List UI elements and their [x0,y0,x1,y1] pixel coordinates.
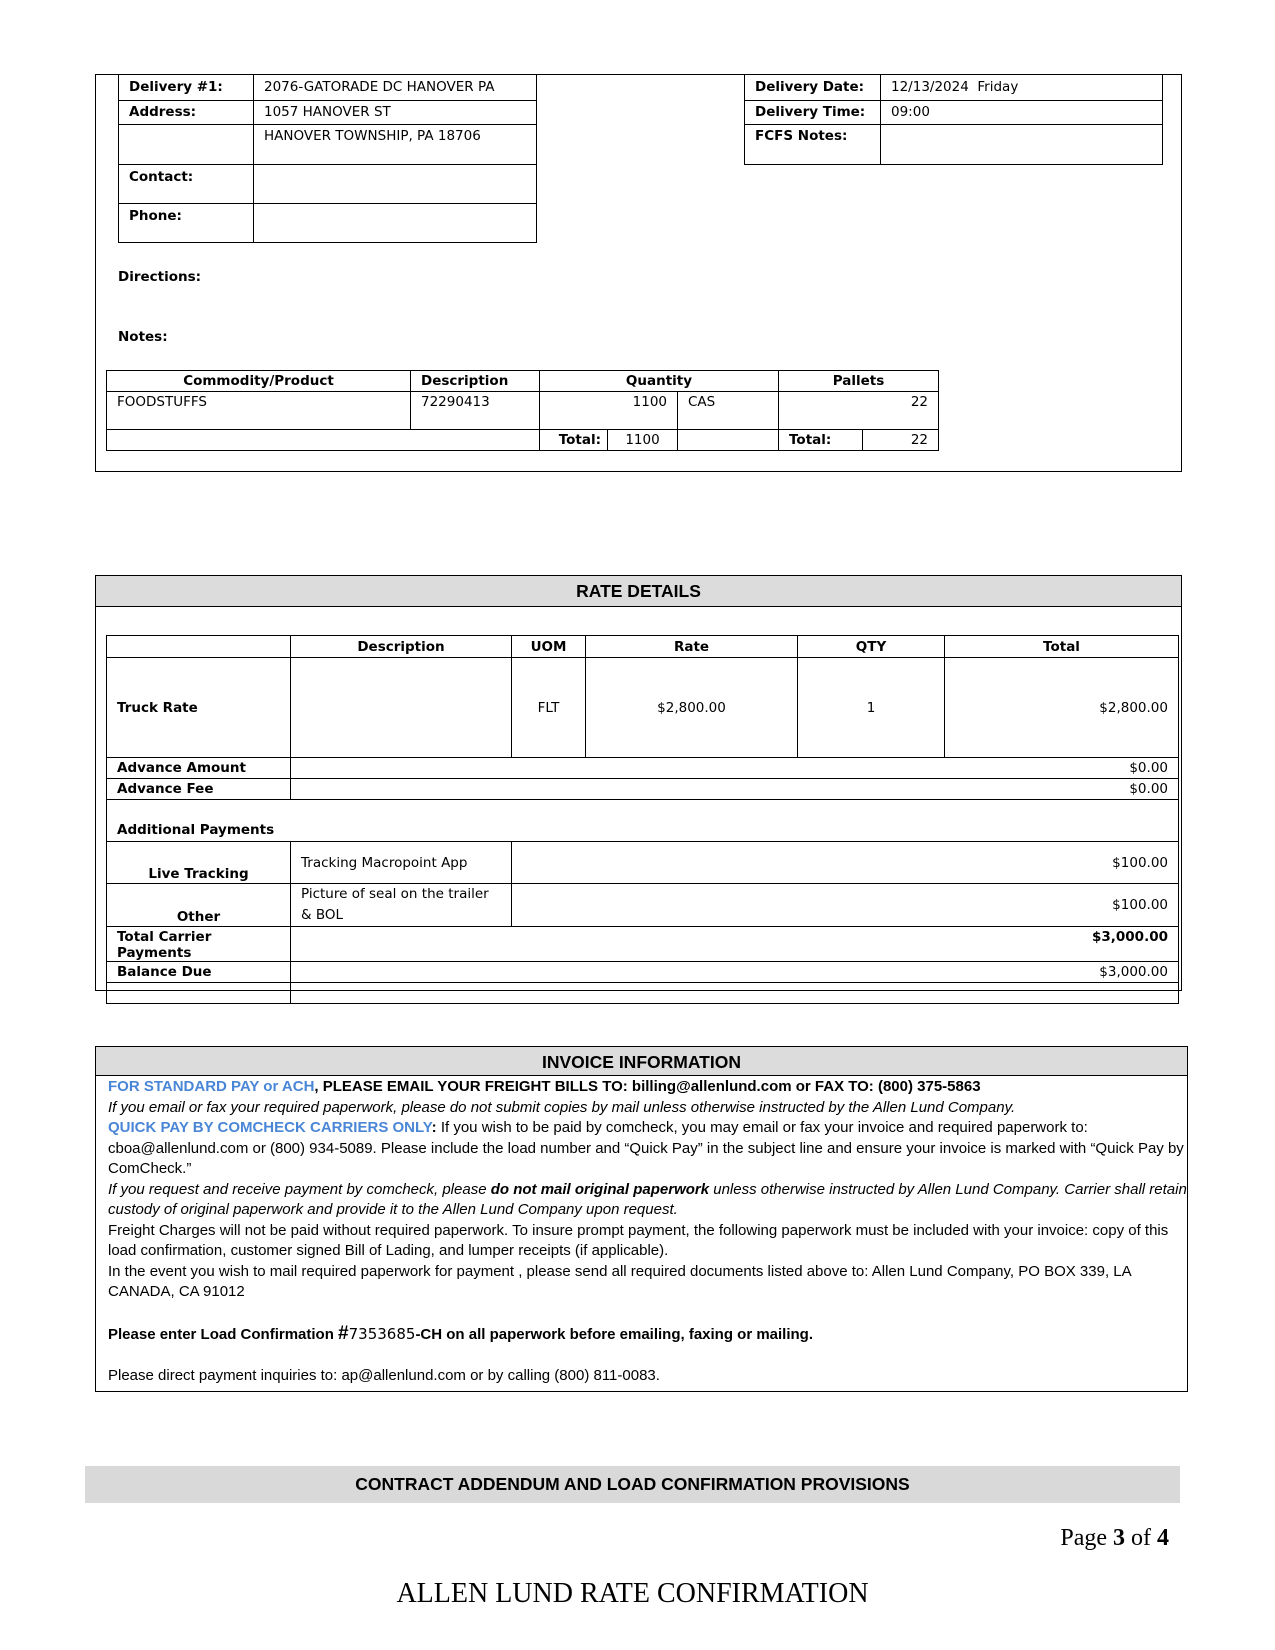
delivery-date-label: Delivery Date: [745,75,881,101]
commodity-total-empty [107,430,540,451]
directions-label: Directions: [118,269,202,285]
document-title: ALLEN LUND RATE CONFIRMATION [396,1578,869,1609]
rate-table [106,635,1179,1004]
quantity-header: Quantity [540,371,779,392]
quick-pay-colon: : [431,1119,437,1136]
rate-blank-cell-wide [291,983,1179,1004]
truck-rate-qty: 1 [798,658,945,758]
other-description-line2: & BOL [301,907,343,923]
advance-fee-value: $0.00 [291,779,1179,800]
rate-qty-header: QTY [798,636,945,658]
live-tracking-value: $100.00 [512,842,1179,884]
phone-label: Phone: [119,204,254,243]
other-description-line1: Picture of seal on the trailer [301,886,489,902]
addendum-bar [85,1466,1180,1503]
fcfs-notes-label: FCFS Notes: [745,125,881,165]
total-carrier-payments-value: $3,000.00 [291,927,1179,962]
comcheck-paragraph [108,1180,1188,1221]
pallets-total-value: 22 [863,430,939,451]
standard-pay-heading: FOR STANDARD PAY or ACH [108,1078,315,1095]
commodity-quantity: 1100 [540,392,678,430]
balance-due-label: Balance Due [107,962,291,983]
advance-fee-label: Advance Fee [107,779,291,800]
advance-amount-value: $0.00 [291,758,1179,779]
commodity-description: 72290413 [411,392,540,430]
address-empty-cell [119,125,254,165]
load-confirmation-number: 7353685 [348,1324,416,1343]
additional-payments-label: Additional Payments [107,800,1179,842]
quick-pay-text: If you wish to be paid by comcheck, you may email or fax your invoice and required paperwork to: cboa@allenlund.com or (800) 934-5089. Please include the load number and “Quick Pay” in the subject line and ensure your invoice is marked with “Quick Pay by ComCheck.” [108,1119,1184,1177]
notes-label: Notes: [118,329,168,345]
contact-value [254,165,537,204]
standard-pay-text: , PLEASE EMAIL YOUR FREIGHT BILLS TO: billing@allenlund.com or FAX TO: (800) 375-5863 [314,1078,981,1095]
balance-due-value: $3,000.00 [291,962,1179,983]
rate-total-header: Total [945,636,1179,658]
delivery-date-value: 12/13/2024 Friday [881,75,1163,101]
rate-header-empty [107,636,291,658]
email-fax-note: If you email or fax your required paperwork, please do not submit copies by mail unless otherwise instructed by the Allen Lund Company. [108,1098,1016,1116]
live-tracking-label: Live Tracking [107,842,291,884]
comcheck-text-a: If you request and receive payment by comcheck, please [108,1180,491,1198]
invoice-body [108,1077,1188,1387]
mail-paragraph: In the event you wish to mail required paperwork for payment , please send all required documents listed above to: Allen Lund Company, PO BOX 339, LA CANADA, CA 91012 [108,1262,1131,1300]
total-carrier-payments-label: Total Carrier Payments [107,927,291,962]
truck-rate-total: $2,800.00 [945,658,1179,758]
address-line2: HANOVER TOWNSHIP, PA 18706 [254,125,537,165]
advance-amount-label: Advance Amount [107,758,291,779]
truck-rate-description [291,658,512,758]
truck-rate-uom: FLT [512,658,586,758]
comcheck-emphasis: do not mail original paperwork [490,1180,710,1198]
commodity-header: Commodity/Product [107,371,411,392]
address-line1: 1057 HANOVER ST [254,101,537,125]
confirm-text-a: Please enter Load Confirmation [108,1325,339,1343]
description-header: Description [411,371,540,392]
page-word: Page [1060,1525,1107,1551]
pallets-header: Pallets [779,371,939,392]
commodity-pallets: 22 [779,392,939,430]
address-label: Address: [119,101,254,125]
pallets-total-label: Total: [779,430,863,451]
phone-value [254,204,537,243]
rate-description-header: Description [291,636,512,658]
commodity-table [106,370,939,451]
delivery-time-label: Delivery Time: [745,101,881,125]
quantity-total-value: 1100 [608,430,678,451]
freight-charges-paragraph: Freight Charges will not be paid without required paperwork. To insure prompt payment, the following paperwork must be included with your invoice: copy of this load confirmation, customer signed Bill of Lading, and lumper receipts (if applicable). [108,1221,1169,1259]
delivery-info-table [118,74,537,243]
quick-pay-paragraph [108,1118,1188,1180]
addendum-title: CONTRACT ADDENDUM AND LOAD CONFIRMATION PROVISIONS [355,1474,910,1494]
truck-rate-rate: $2,800.00 [586,658,798,758]
rate-blank-cell [107,983,291,1004]
page-total: 4 [1157,1525,1169,1551]
standard-pay-line [108,1077,1188,1098]
other-label: Other [107,884,291,927]
of-word: of [1131,1525,1151,1551]
page-current: 3 [1113,1525,1125,1551]
rate-rate-header: Rate [586,636,798,658]
quick-pay-heading: QUICK PAY BY COMCHECK CARRIERS ONLY [108,1119,432,1136]
comcheck-text-c: unless otherwise instructed by Allen Lund Company. Carrier shall retain custody of original paperwork and provide it to the Allen Lund Company upon request. [108,1180,1187,1218]
commodity-unit: CAS [678,392,779,430]
payment-inquiries-line: Please direct payment inquiries to: ap@allenlund.com or by calling (800) 811-0083. [108,1367,660,1384]
other-description [291,884,512,927]
delivery-label: Delivery #1: [119,75,254,101]
confirm-hash: # [338,1322,349,1344]
live-tracking-description: Tracking Macropoint App [291,842,512,884]
delivery-time-value: 09:00 [881,101,1163,125]
rate-details-title: RATE DETAILS [96,576,1181,607]
commodity-product: FOODSTUFFS [107,392,411,430]
rate-uom-header: UOM [512,636,586,658]
quantity-total-empty [678,430,779,451]
contact-label: Contact: [119,165,254,204]
truck-rate-label: Truck Rate [107,658,291,758]
delivery-time-table [744,74,1163,165]
load-confirmation-line [108,1324,1188,1346]
invoice-title: INVOICE INFORMATION [96,1047,1187,1076]
page-number [1060,1525,1169,1552]
other-value: $100.00 [512,884,1179,927]
quantity-total-label: Total: [540,430,608,451]
delivery-value: 2076-GATORADE DC HANOVER PA [254,75,537,101]
confirm-text-b: -CH on all paperwork before emailing, faxing or mailing. [415,1325,814,1343]
fcfs-notes-value [881,125,1163,165]
